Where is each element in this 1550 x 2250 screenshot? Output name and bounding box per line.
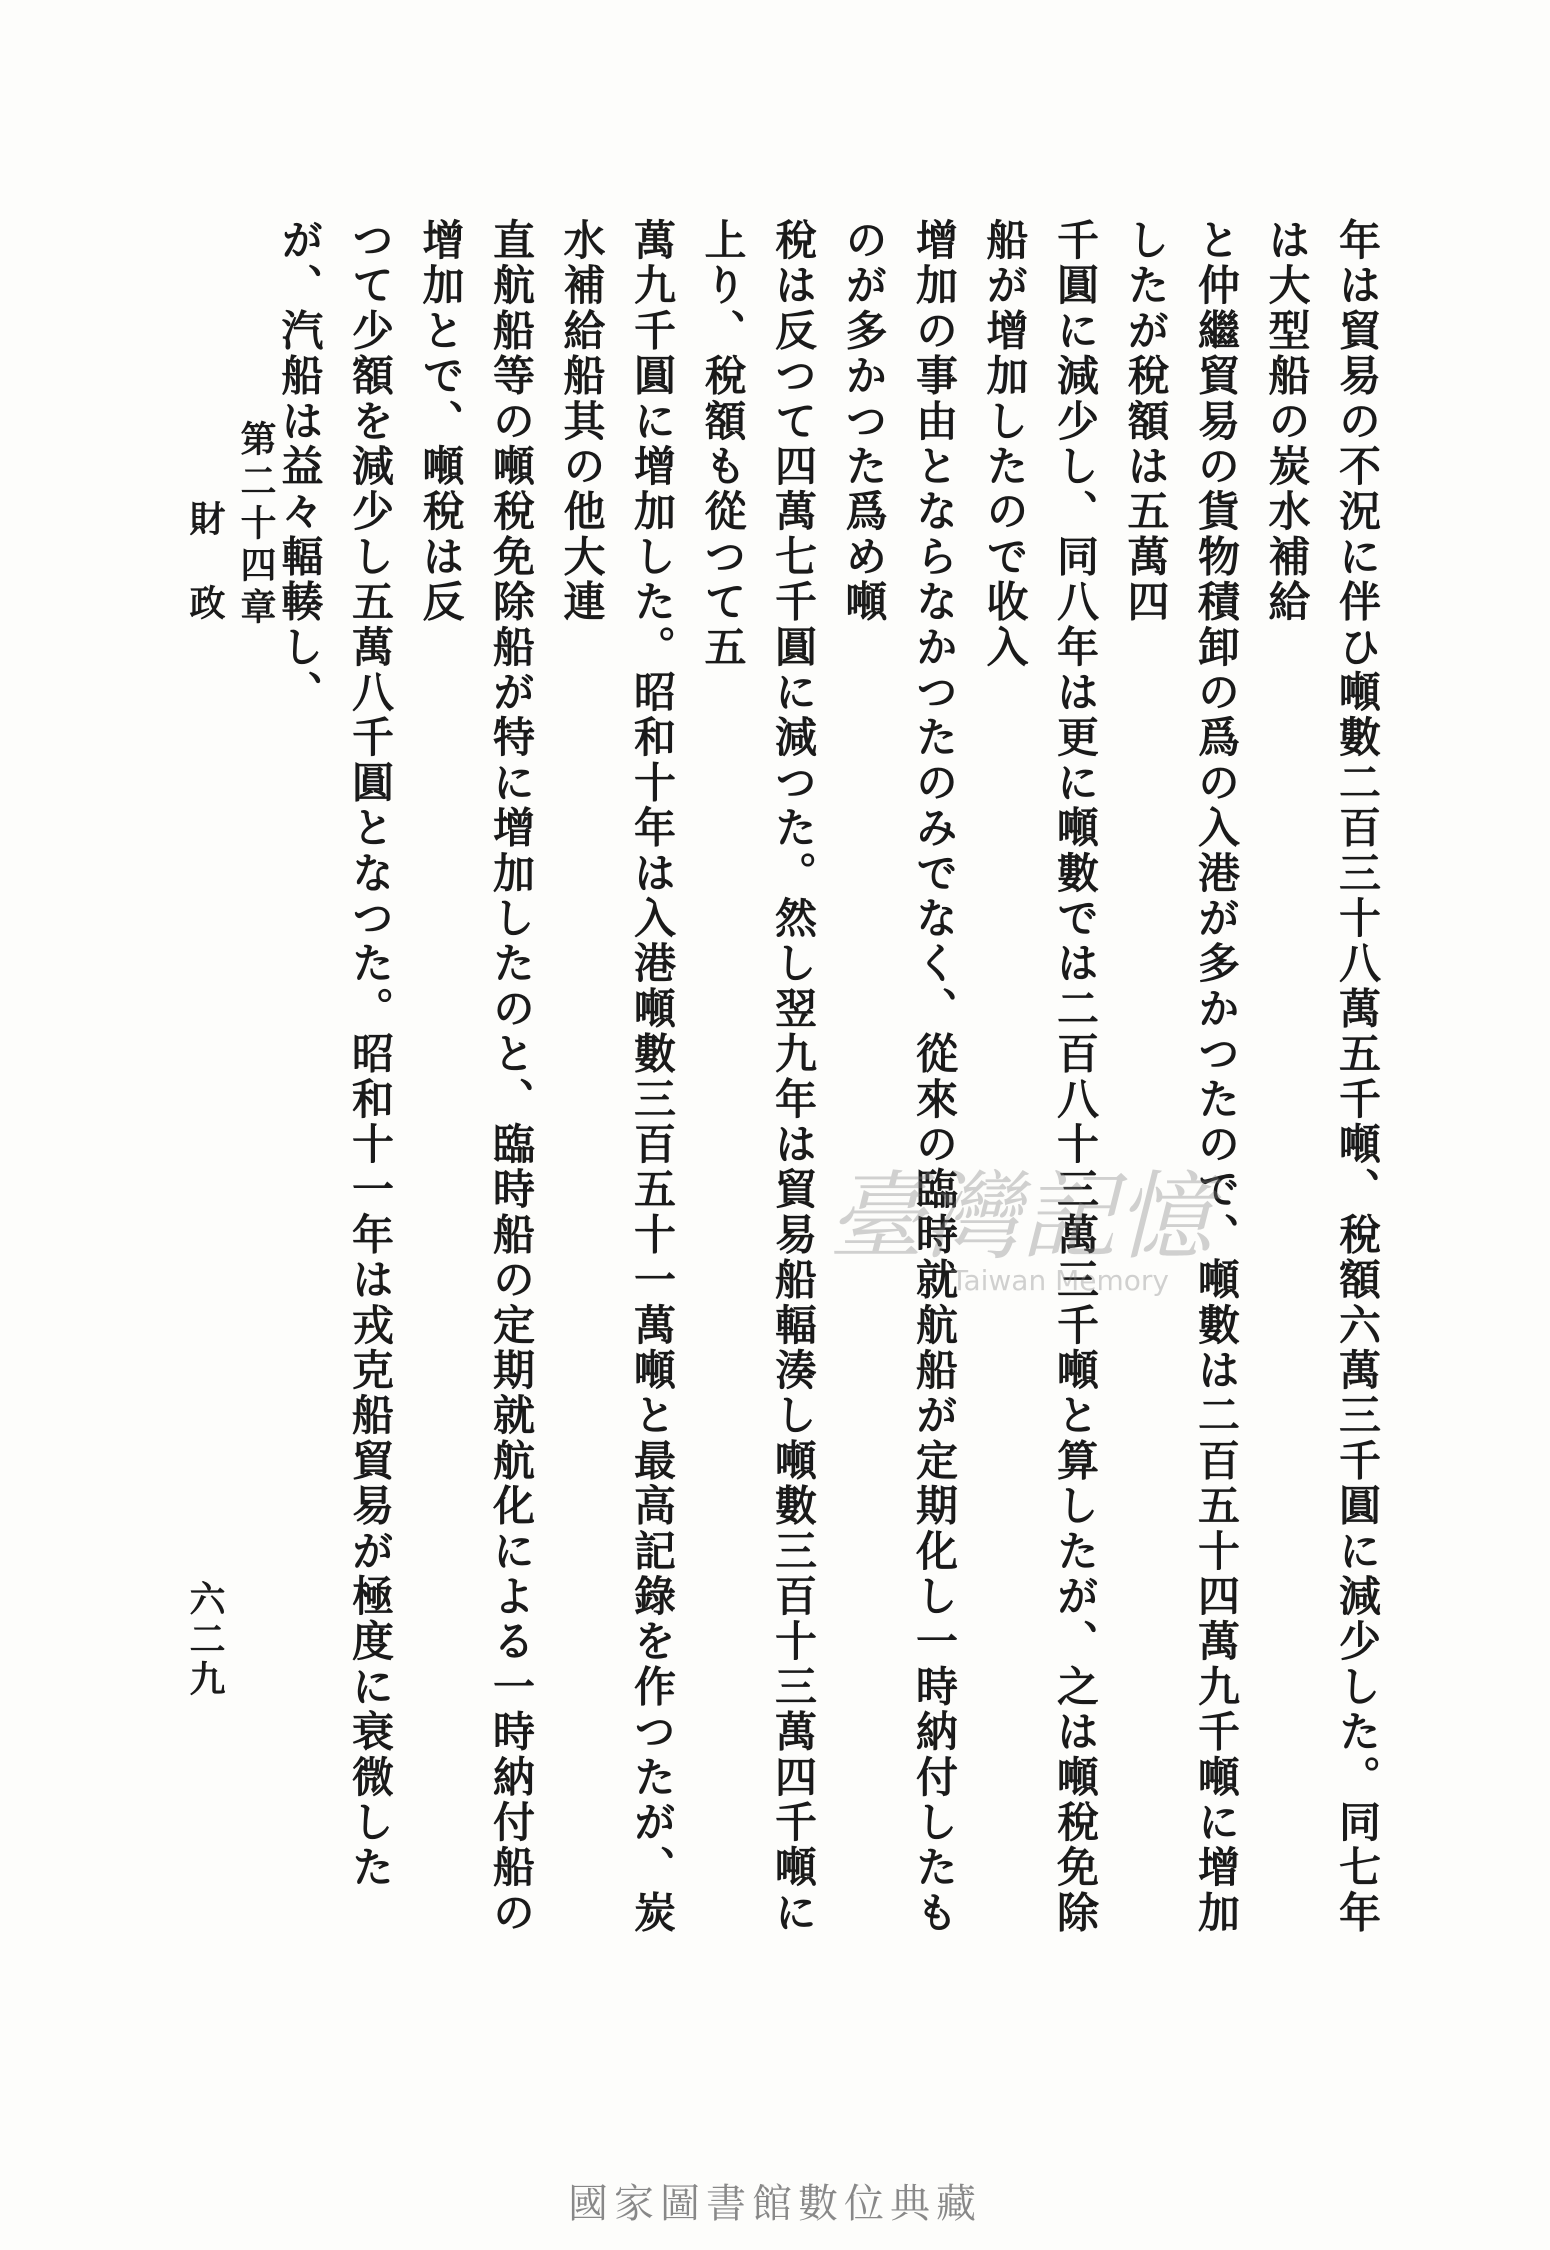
text-line: 萬九千圓に增加した。昭和十年は入港噸數三百五十一萬噸と最高記錄を作つたが、炭水補給船其の他大連 (557, 218, 677, 1936)
chapter-label: 第二十四章 (235, 420, 277, 630)
text-line: 年は貿易の不況に伴ひ噸數二百三十八萬五千噸、稅額六萬三千圓に減少した。同七年は大型船の炭水補給 (1262, 218, 1382, 1936)
watermark-logo (790, 1140, 1250, 1310)
watermark-graphic (790, 1140, 1250, 1310)
text-line: 增加の事由とならなかつたのみでなく、從來の臨時就航船が定期化し一時納付したものが多かつた爲め噸 (839, 218, 959, 1936)
text-line: 直航船等の噸稅免除船が特に增加したのと、臨時船の定期就航化による一時納付船の增加とで、噸稅は反 (416, 218, 536, 1936)
watermark-text: 臺灣記憶 (828, 1161, 1212, 1273)
watermark-subtext: Taiwan Memory (951, 1264, 1169, 1297)
text-line: 稅は反つて四萬七千圓に減つた。然し翌九年は貿易船輻湊し噸數三百十三萬四千噸に上り、稅額も從つて五 (698, 218, 818, 1936)
footer-credit: 國家圖書館數位典藏 (568, 2181, 982, 2227)
text-line: と仲繼貿易の貨物積卸の爲の入港が多かつたので、噸數は二百五十四萬九千噸に增加したが稅額は五萬四 (1121, 218, 1241, 1936)
page-number: 六二九 (184, 1580, 226, 1700)
running-header (180, 420, 282, 630)
text-line: 千圓に減少し、同八年は更に噸數では二百八十三萬三千噸と算したが、之は噸稅免除船が增加したので收入 (980, 218, 1100, 1936)
text-line: つて少額を減少し五萬八千圓となつた。昭和十一年は戎克船貿易が極度に衰微したが、汽船は益々輻輳し、 (275, 218, 395, 1891)
chapter-topic: 財 政 (184, 500, 226, 626)
body-text (262, 218, 1392, 1978)
